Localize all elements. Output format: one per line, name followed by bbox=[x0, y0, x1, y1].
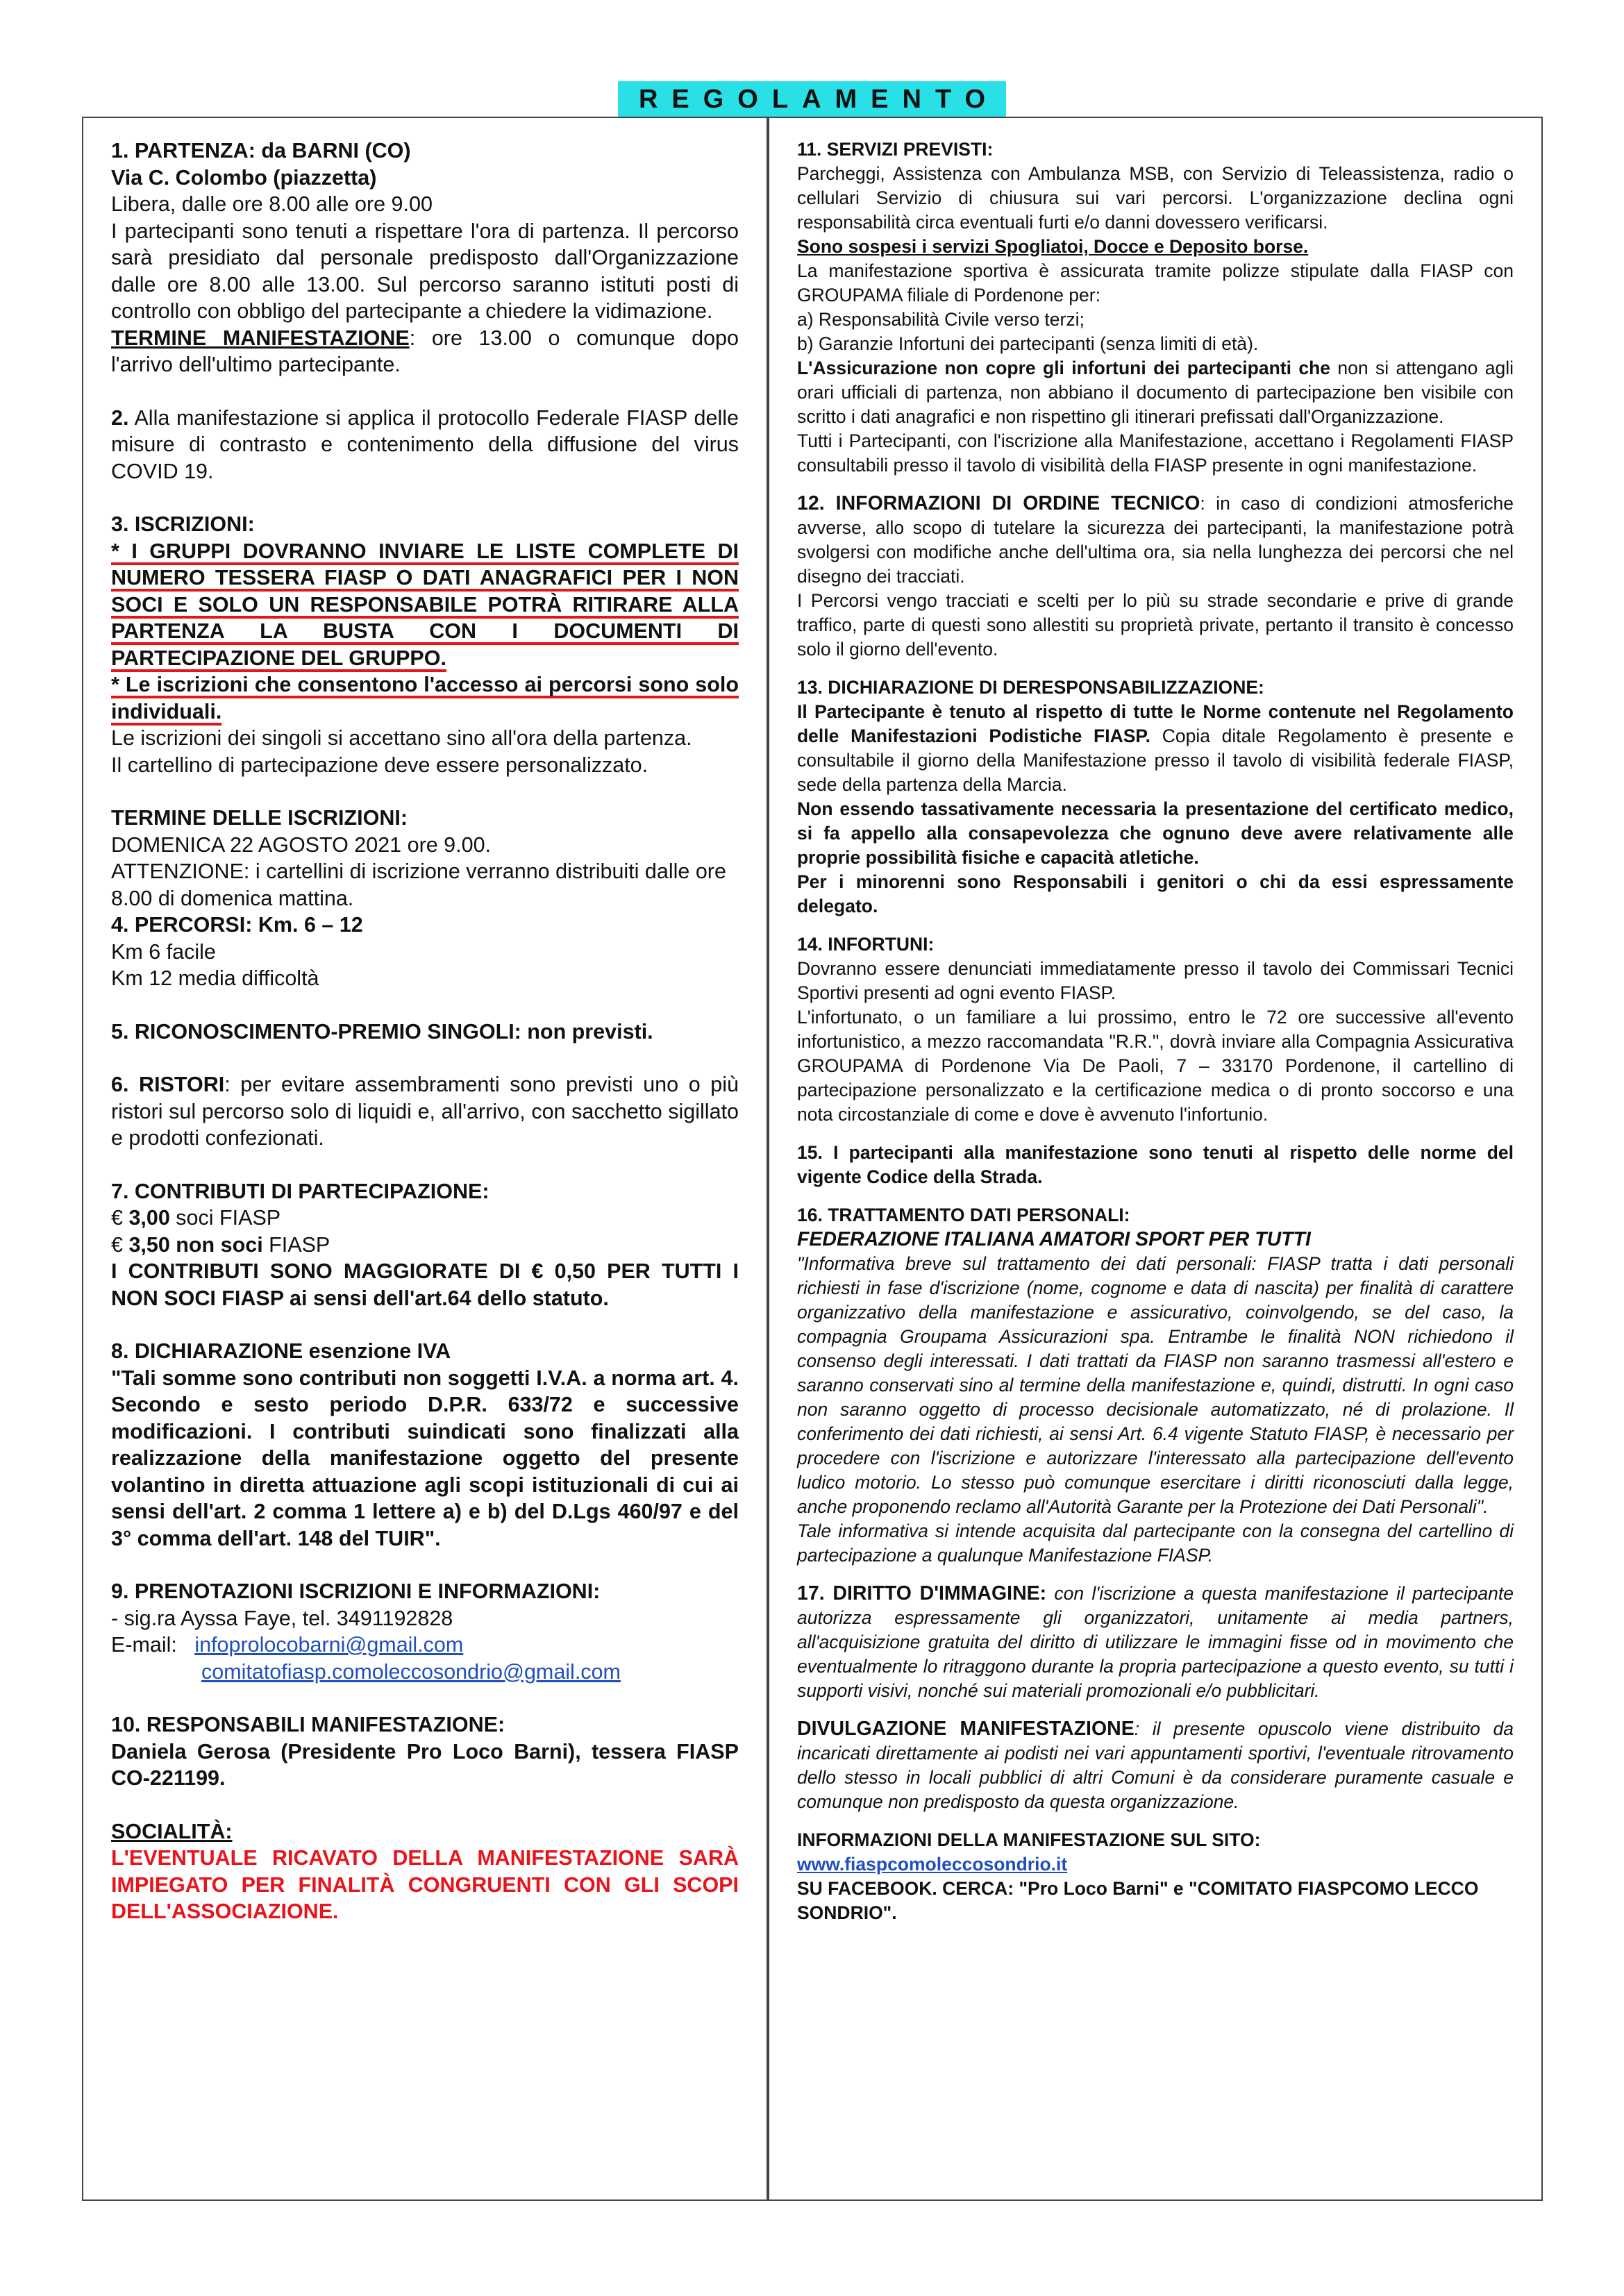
s6-text: : per evitare assembramenti sono previsti uno o più ristori sul percorso solo di liquidi e, all'arrivo, con sacchetto sigillato e prodotti confezionati. bbox=[111, 1073, 739, 1150]
s4-head: 4. PERCORSI: Km. 6 – 12 bbox=[111, 913, 363, 937]
s9-email-row bbox=[111, 1632, 739, 1659]
s11-b: b) Garanzie Infortuni dei partecipanti (senza limiti di età). bbox=[797, 333, 1259, 354]
s4-km6: Km 6 facile bbox=[111, 939, 216, 964]
s1-end bbox=[111, 325, 739, 378]
email-link-2[interactable]: comitatofiasp.comoleccosondrio@gmail.com bbox=[201, 1659, 621, 1684]
s7-soci-amount: 3,00 bbox=[128, 1206, 170, 1230]
s9-head: 9. PRENOTAZIONI ISCRIZIONI E INFORMAZIONI: bbox=[111, 1579, 601, 1603]
s11-nocover bbox=[797, 356, 1514, 429]
s9-contact: - sig.ra Ayssa Faye, tel. 3491192828 bbox=[111, 1606, 453, 1630]
s11-text: Parcheggi, Assistenza con Ambulanza MSB, con Servizio di Teleassistenza, radio o cellulari Servizio di chiusura sui vari percorsi. L'organizzazione declina ogni responsabilità circa eventuali furti e/o danni dovessero verificarsi. bbox=[797, 163, 1514, 233]
term-note: ATTENZIONE: i cartellini di iscrizione verranno distribuiti dalle ore 8.00 di domenica mattina. bbox=[111, 860, 726, 910]
s14-text: Dovranno essere denunciati immediatamente presso il tavolo dei Commissari Tecnici Sportivi presenti ad ogni evento FIASP. bbox=[797, 958, 1514, 1003]
s7-increase: I CONTRIBUTI SONO MAGGIORATE DI € 0,50 PER TUTTI I NON SOCI FIASP ai sensi dell'art.64 dello statuto. bbox=[111, 1259, 739, 1310]
s11-a: a) Responsabilità Civile verso terzi; bbox=[797, 309, 1085, 330]
s7-non-text: FIASP bbox=[262, 1232, 330, 1257]
s12 bbox=[797, 492, 1514, 589]
s16-text2: Tale informativa si intende acquisita dal partecipante con la consegna del cartellino di partecipazione a qualunque Manifestazione FIASP. bbox=[797, 1520, 1514, 1566]
s2-num: 2. bbox=[111, 405, 129, 430]
socialita-head: SOCIALITÀ: bbox=[111, 1819, 233, 1843]
s13-text-plain: Copia ditale Regolamento è presente e consultabile il giorno della Manifestazione presso il tavolo di visibilità federale FIASP, sede della partenza della Marcia. bbox=[797, 726, 1514, 795]
s13-head: 13. DICHIARAZIONE DI DERESPONSABILIZZAZIONE: bbox=[797, 677, 1264, 698]
s10-head: 10. RESPONSABILI MANIFESTAZIONE: bbox=[111, 1713, 505, 1736]
s7-non bbox=[111, 1232, 739, 1259]
s9-email-label: E-mail: bbox=[111, 1633, 183, 1657]
site-link[interactable]: www.fiaspcomoleccosondrio.it bbox=[797, 1854, 1068, 1875]
s11-suspended: Sono sospesi i servizi Spogliatoi, Docce e Deposito borse. bbox=[797, 236, 1309, 257]
s7-non-amount: 3,50 non soci bbox=[128, 1232, 263, 1257]
s1-free: Libera, dalle ore 8.00 alle ore 9.00 bbox=[111, 192, 433, 216]
left-column bbox=[82, 117, 768, 2201]
s14-head: 14. INFORTUNI: bbox=[797, 934, 935, 955]
s1-text: I partecipanti sono tenuti a rispettare l'ora di partenza. Il percorso sarà presidiato dal personale predisposto dall'Organizzazione dalle ore 8.00 alle 13.00. Sul percorso saranno istituti posti di controllo con obbligo del partecipante a chiedere la vidimazione. bbox=[111, 219, 739, 323]
right-column bbox=[768, 117, 1543, 2201]
s3-individual bbox=[111, 671, 739, 725]
s11-nocover-bold: L'Assicurazione non copre gli infortuni dei partecipanti che bbox=[797, 358, 1330, 378]
s11-nocover-text: non si attengano agli orari ufficiali di partenza, non abbiano il documento di partecipazione ben visibile con scritto i dati anagrafici e non rispettino gli itinerari prefissati dall'Organizzazione. bbox=[797, 358, 1514, 427]
s1-head: 1. PARTENZA: da BARNI (CO) bbox=[111, 139, 411, 162]
s11-insurance: La manifestazione sportiva è assicurata tramite polizze stipulate dalla FIASP con GROUPAMA filiale di Pordenone per: bbox=[797, 260, 1514, 305]
title-wrap bbox=[0, 81, 1624, 117]
s12-head: 12. INFORMAZIONI DI ORDINE TECNICO bbox=[797, 492, 1200, 514]
s8-text: "Tali somme sono contributi non soggetti I.V.A. a norma art. 4. Secondo e sesto periodo D.P.R. 633/72 e successive modificazioni. I contributi suindicati sono finalizzati alla realizzazione della manifestazione oggetto del presente volantino in diretta attuazione agli scopi istituzionali di cui ai sensi dell'art. 2 comma 1 lettere a) e b) del D.Lgs 460/97 e del 3° comma dell'art. 148 del TUIR". bbox=[111, 1366, 739, 1550]
term-date: DOMENICA 22 AGOSTO 2021 ore 9.00. bbox=[111, 832, 492, 857]
s3-individual-text: * Le iscrizioni che consentono l'accesso ai percorsi sono solo individuali. bbox=[111, 673, 739, 723]
s9-email-row-2 bbox=[111, 1659, 739, 1686]
s12-text2: I Percorsi vengo tracciati e scelti per lo più su strade secondarie e prive di grande traffico, parte di questi sono allestiti su proprietà private, pertanto il transito è concesso solo il giorno dell'evento. bbox=[797, 590, 1514, 660]
s13-bold2: Non essendo tassativamente necessaria la presentazione del certificato medico, si fa appello alla consapevolezza che ognuno deve avere relativamente alle proprie possibilità fisiche e capacità atletiche. bbox=[797, 798, 1514, 868]
s6-label: 6. RISTORI bbox=[111, 1073, 225, 1096]
s3-groups bbox=[111, 538, 739, 672]
s13-bold3: Per i minorenni sono Responsabili i genitori o chi da essi espressamente delegato. bbox=[797, 871, 1514, 916]
page-title: REGOLAMENTO bbox=[618, 81, 1006, 117]
s1-address: Via C. Colombo (piazzetta) bbox=[111, 165, 377, 190]
s16-federation: FEDERAZIONE ITALIANA AMATORI SPORT PER TUTTI bbox=[797, 1228, 1311, 1250]
s7-head: 7. CONTRIBUTI DI PARTECIPAZIONE: bbox=[111, 1179, 489, 1203]
s6 bbox=[111, 1071, 739, 1152]
info-head: INFORMAZIONI DELLA MANIFESTAZIONE SUL SITO: bbox=[797, 1829, 1261, 1850]
s1-end-label: TERMINE MANIFESTAZIONE bbox=[111, 326, 410, 350]
s17-head: 17. DIRITTO D'IMMAGINE: bbox=[797, 1582, 1047, 1604]
s11-all: Tutti i Partecipanti, con l'iscrizione alla Manifestazione, accettano i Regolamenti FIASP consultabili presso il tavolo di visibilità della FIASP presente in ogni manifestazione. bbox=[797, 430, 1514, 476]
s12-text: : in caso di condizioni atmosferiche avverse, allo scopo di tutelare la sicurezza dei partecipanti, la manifestazione potrà svolgersi con modifiche anche dell'ultima ora, sia nella lunghezza dei percorsi che nel disegno dei tracciati. bbox=[797, 493, 1514, 587]
s7-soci bbox=[111, 1205, 739, 1232]
term-head: TERMINE DELLE ISCRIZIONI: bbox=[111, 806, 408, 830]
div-text: : il presente opuscolo viene distribuito da incaricati direttamente ai podisti nei vari appuntamenti sportivi, l'eventuale ritrovamento dello stesso in locali pubblici di altri Comuni è da considerare puramente casuale e comunque non predisposto da questa organizzazione. bbox=[797, 1718, 1514, 1812]
s7-non-prefix: € bbox=[111, 1232, 129, 1257]
s15: 15. I partecipanti alla manifestazione sono tenuti al rispetto delle norme del vigente Codice della Strada. bbox=[797, 1142, 1514, 1187]
s3-single: Le iscrizioni dei singoli si accettano sino all'ora della partenza. bbox=[111, 726, 692, 750]
s13-text bbox=[797, 700, 1514, 797]
divulgazione bbox=[797, 1717, 1514, 1814]
s10-text: Daniela Gerosa (Presidente Pro Loco Barni), tessera FIASP CO-221199. bbox=[111, 1739, 739, 1790]
facebook-text: SU FACEBOOK. CERCA: "Pro Loco Barni" e "COMITATO FIASPCOMO LECCO SONDRIO". bbox=[797, 1878, 1479, 1923]
s13-bold1: Il Partecipante è tenuto al rispetto di tutte le Norme contenute nel Regolamento delle Manifestazioni Podistiche FIASP. bbox=[797, 701, 1514, 746]
email-link-1[interactable]: infoprolocobarni@gmail.com bbox=[194, 1633, 464, 1657]
s3-card: Il cartellino di partecipazione deve essere personalizzato. bbox=[111, 753, 648, 777]
s16-text: "Informativa breve sul trattamento dei dati personali: FIASP tratta i dati personali richiesti in fase d'iscrizione (nome, cognome e data di nascita) per finalità di carattere organizzativo della manifestazione e assicurativo, coinvolgendo, se del caso, la compagnia Groupama Assicurazioni spa. Entrambe le finalità NON richiedono il consenso degli interessati. I dati trattati da FIASP non saranno trasmessi all'estero e saranno conservati sino al termine della manifestazione e, quindi, distrutti. In ogni caso non saranno oggetto di processo decisionale automatizzato, né di prolazione. Il conferimento dei dati richiesti, ai sensi Art. 6.4 vigente Statuto FIASP, è necessario per procedere con l'iscrizione e autorizzare l'interessato alla partecipazione dell'evento ludico motorio. Lo stesso può comunque esercitare i diritti riconosciuti dalla legge, anche proponendo reclamo all'Autorità Garante per la Protezione dei Dati Personali". bbox=[797, 1253, 1514, 1517]
s7-soci-prefix: € bbox=[111, 1206, 129, 1230]
s3-head: 3. ISCRIZIONI: bbox=[111, 512, 255, 536]
s8-head: 8. DICHIARAZIONE esenzione IVA bbox=[111, 1339, 451, 1363]
socialita-text: L'EVENTUALE RICAVATO DELLA MANIFESTAZIONE SARÀ IMPIEGATO PER FINALITÀ CONGRUENTI CON GLI SCOPI DELL'ASSOCIAZIONE. bbox=[111, 1846, 739, 1923]
s14-text2: L'infortunato, o un familiare a lui prossimo, entro le 72 ore successive all'evento infortunistico, a mezzo raccomandata "R.R.", dovrà inviare alla Compagnia Assicurativa GROUPAMA di Pordenone Via De Paoli, 7 – 33170 Pordenone, il cartellino di partecipazione personalizzato e la certificazione medica o di pronto soccorso e una nota circostanziale di come e dove è avvenuto l'infortunio. bbox=[797, 1007, 1514, 1125]
div-head: DIVULGAZIONE MANIFESTAZIONE bbox=[797, 1718, 1135, 1740]
s17 bbox=[797, 1582, 1514, 1703]
s3-groups-text: * I GRUPPI DOVRANNO INVIARE LE LISTE COMPLETE DI NUMERO TESSERA FIASP O DATI ANAGRAFICI PER I NON SOCI E SOLO UN RESPONSABILE POTRÀ RITIRARE ALLA PARTENZA LA BUSTA CON I DOCUMENTI DI PARTECIPAZIONE DEL GRUPPO. bbox=[111, 539, 739, 670]
s16-head: 16. TRATTAMENTO DATI PERSONALI: bbox=[797, 1205, 1130, 1225]
s2 bbox=[111, 405, 739, 485]
s4-km12: Km 12 media difficoltà bbox=[111, 966, 319, 990]
s11-head: 11. SERVIZI PREVISTI: bbox=[797, 139, 994, 160]
s7-soci-text: soci FIASP bbox=[169, 1206, 281, 1230]
s1-end-text: : ore 13.00 o comunque dopo l'arrivo dell'ultimo partecipante. bbox=[111, 326, 739, 376]
s2-text: Alla manifestazione si applica il protocollo Federale FIASP delle misure di contrasto e contenimento della diffusione del virus COVID 19. bbox=[111, 405, 739, 483]
s5: 5. RICONOSCIMENTO-PREMIO SINGOLI: non previsti. bbox=[111, 1019, 653, 1044]
s17-text: con l'iscrizione a questa manifestazione il partecipante autorizza espressamente gli organizzatori, unitamente ai media partners, all'acquisizione gratuita del diritto di utilizzare le immagini fisse od in movimento che eventualmente lo ritraggono durante la propria partecipazione a questo evento, su tutti i supporti visivi, nonché sui materiali promozionali e/o pubblicitari. bbox=[797, 1583, 1514, 1701]
